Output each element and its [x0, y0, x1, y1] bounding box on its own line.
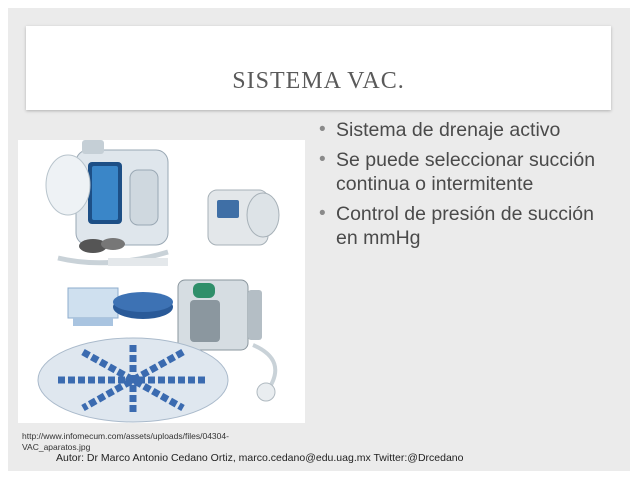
- vac-devices-image: [18, 140, 305, 423]
- bullet-text: Control de presión de succión en mmHg: [336, 203, 594, 249]
- bullet-text: Sistema de drenaje activo: [336, 119, 561, 141]
- image-source-caption: http://www.infomecum.com/assets/uploads/files/04304-VAC_aparatos.jpg: [22, 431, 229, 452]
- bullet-icon: •: [319, 203, 326, 224]
- bullet-icon: •: [319, 149, 326, 170]
- slide-title: SISTEMA VAC.: [232, 68, 405, 94]
- bullet-text: Se puede seleccionar succión continua o intermitente: [336, 149, 596, 195]
- bullet-item: [315, 118, 605, 142]
- footer-author: Autor: Dr Marco Antonio Cedano Ortiz, marco.cedano@edu.uag.mx Twitter:@Drcedano: [56, 452, 464, 464]
- bullet-icon: •: [319, 119, 326, 140]
- title-box: [26, 26, 611, 110]
- bullet-item: [315, 202, 605, 250]
- bullet-item: [315, 148, 605, 196]
- bullet-list: [315, 118, 605, 256]
- vac-devices-illustration: [18, 140, 305, 423]
